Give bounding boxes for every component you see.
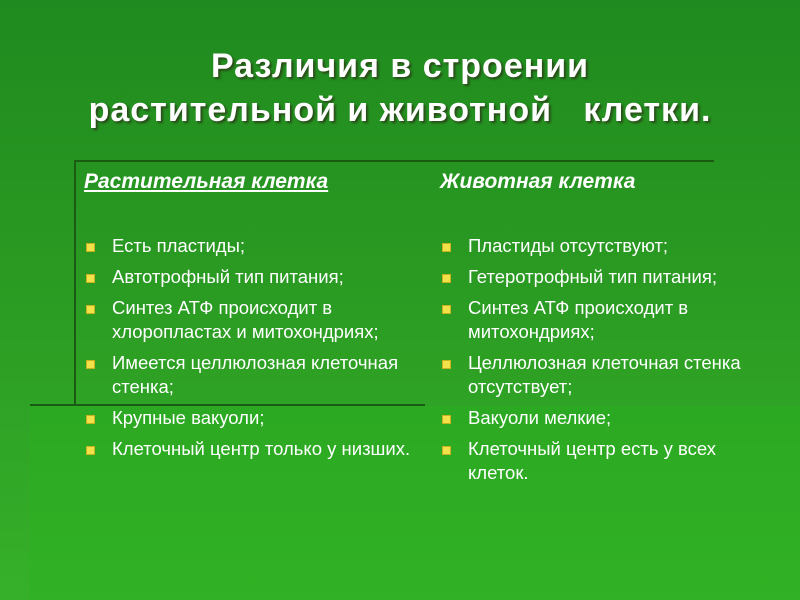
list-item-text: Имеется целлюлозная клеточная стенка; [112, 352, 399, 397]
divider-left [74, 160, 76, 405]
animal-cell-column [440, 168, 770, 492]
list-item [440, 265, 770, 289]
square-bullet-icon [86, 446, 95, 455]
list-item [84, 437, 414, 461]
list-item-text: Синтез АТФ происходит в хлоропластах и митохондриях; [112, 297, 379, 342]
animal-cell-heading: Животная клетка [440, 170, 636, 193]
square-bullet-icon [442, 446, 451, 455]
plant-cell-list [84, 234, 414, 461]
list-item [440, 406, 770, 430]
square-bullet-icon [442, 415, 451, 424]
list-item-text: Синтез АТФ происходит в митохондриях; [468, 297, 689, 342]
square-bullet-icon [86, 360, 95, 369]
list-item-text: Гетеротрофный тип питания; [468, 266, 718, 287]
plant-cell-column [84, 168, 414, 468]
plant-cell-heading: Растительная клетка [84, 170, 329, 193]
title-line-1: Различия в строении [210, 47, 590, 85]
list-item [440, 234, 770, 258]
square-bullet-icon [442, 305, 451, 314]
animal-cell-list [440, 234, 770, 485]
square-bullet-icon [86, 243, 95, 252]
square-bullet-icon [86, 274, 95, 283]
divider-top [74, 160, 714, 162]
list-item-text: Автотрофный тип питания; [112, 266, 344, 287]
square-bullet-icon [86, 305, 95, 314]
list-item-text: Вакуоли мелкие; [468, 407, 612, 428]
square-bullet-icon [442, 274, 451, 283]
title-line-2: растительной и животной клетки. [88, 91, 712, 129]
list-item-text: Пластиды отсутствуют; [468, 235, 669, 256]
list-item-text: Крупные вакуоли; [112, 407, 265, 428]
list-item [84, 351, 414, 399]
list-item-text: Клеточный центр есть у всех клеток. [468, 438, 716, 483]
list-item [84, 265, 414, 289]
square-bullet-icon [442, 360, 451, 369]
list-item [84, 296, 414, 344]
list-item-text: Клеточный центр только у низших. [112, 438, 411, 459]
square-bullet-icon [442, 243, 451, 252]
list-item [440, 351, 770, 399]
list-item [84, 406, 414, 430]
list-item [440, 437, 770, 485]
list-item [84, 234, 414, 258]
list-item [440, 296, 770, 344]
list-item-text: Целлюлозная клеточная стенка отсутствует; [468, 352, 741, 397]
slide-title [0, 44, 800, 132]
list-item-text: Есть пластиды; [112, 235, 246, 256]
square-bullet-icon [86, 415, 95, 424]
